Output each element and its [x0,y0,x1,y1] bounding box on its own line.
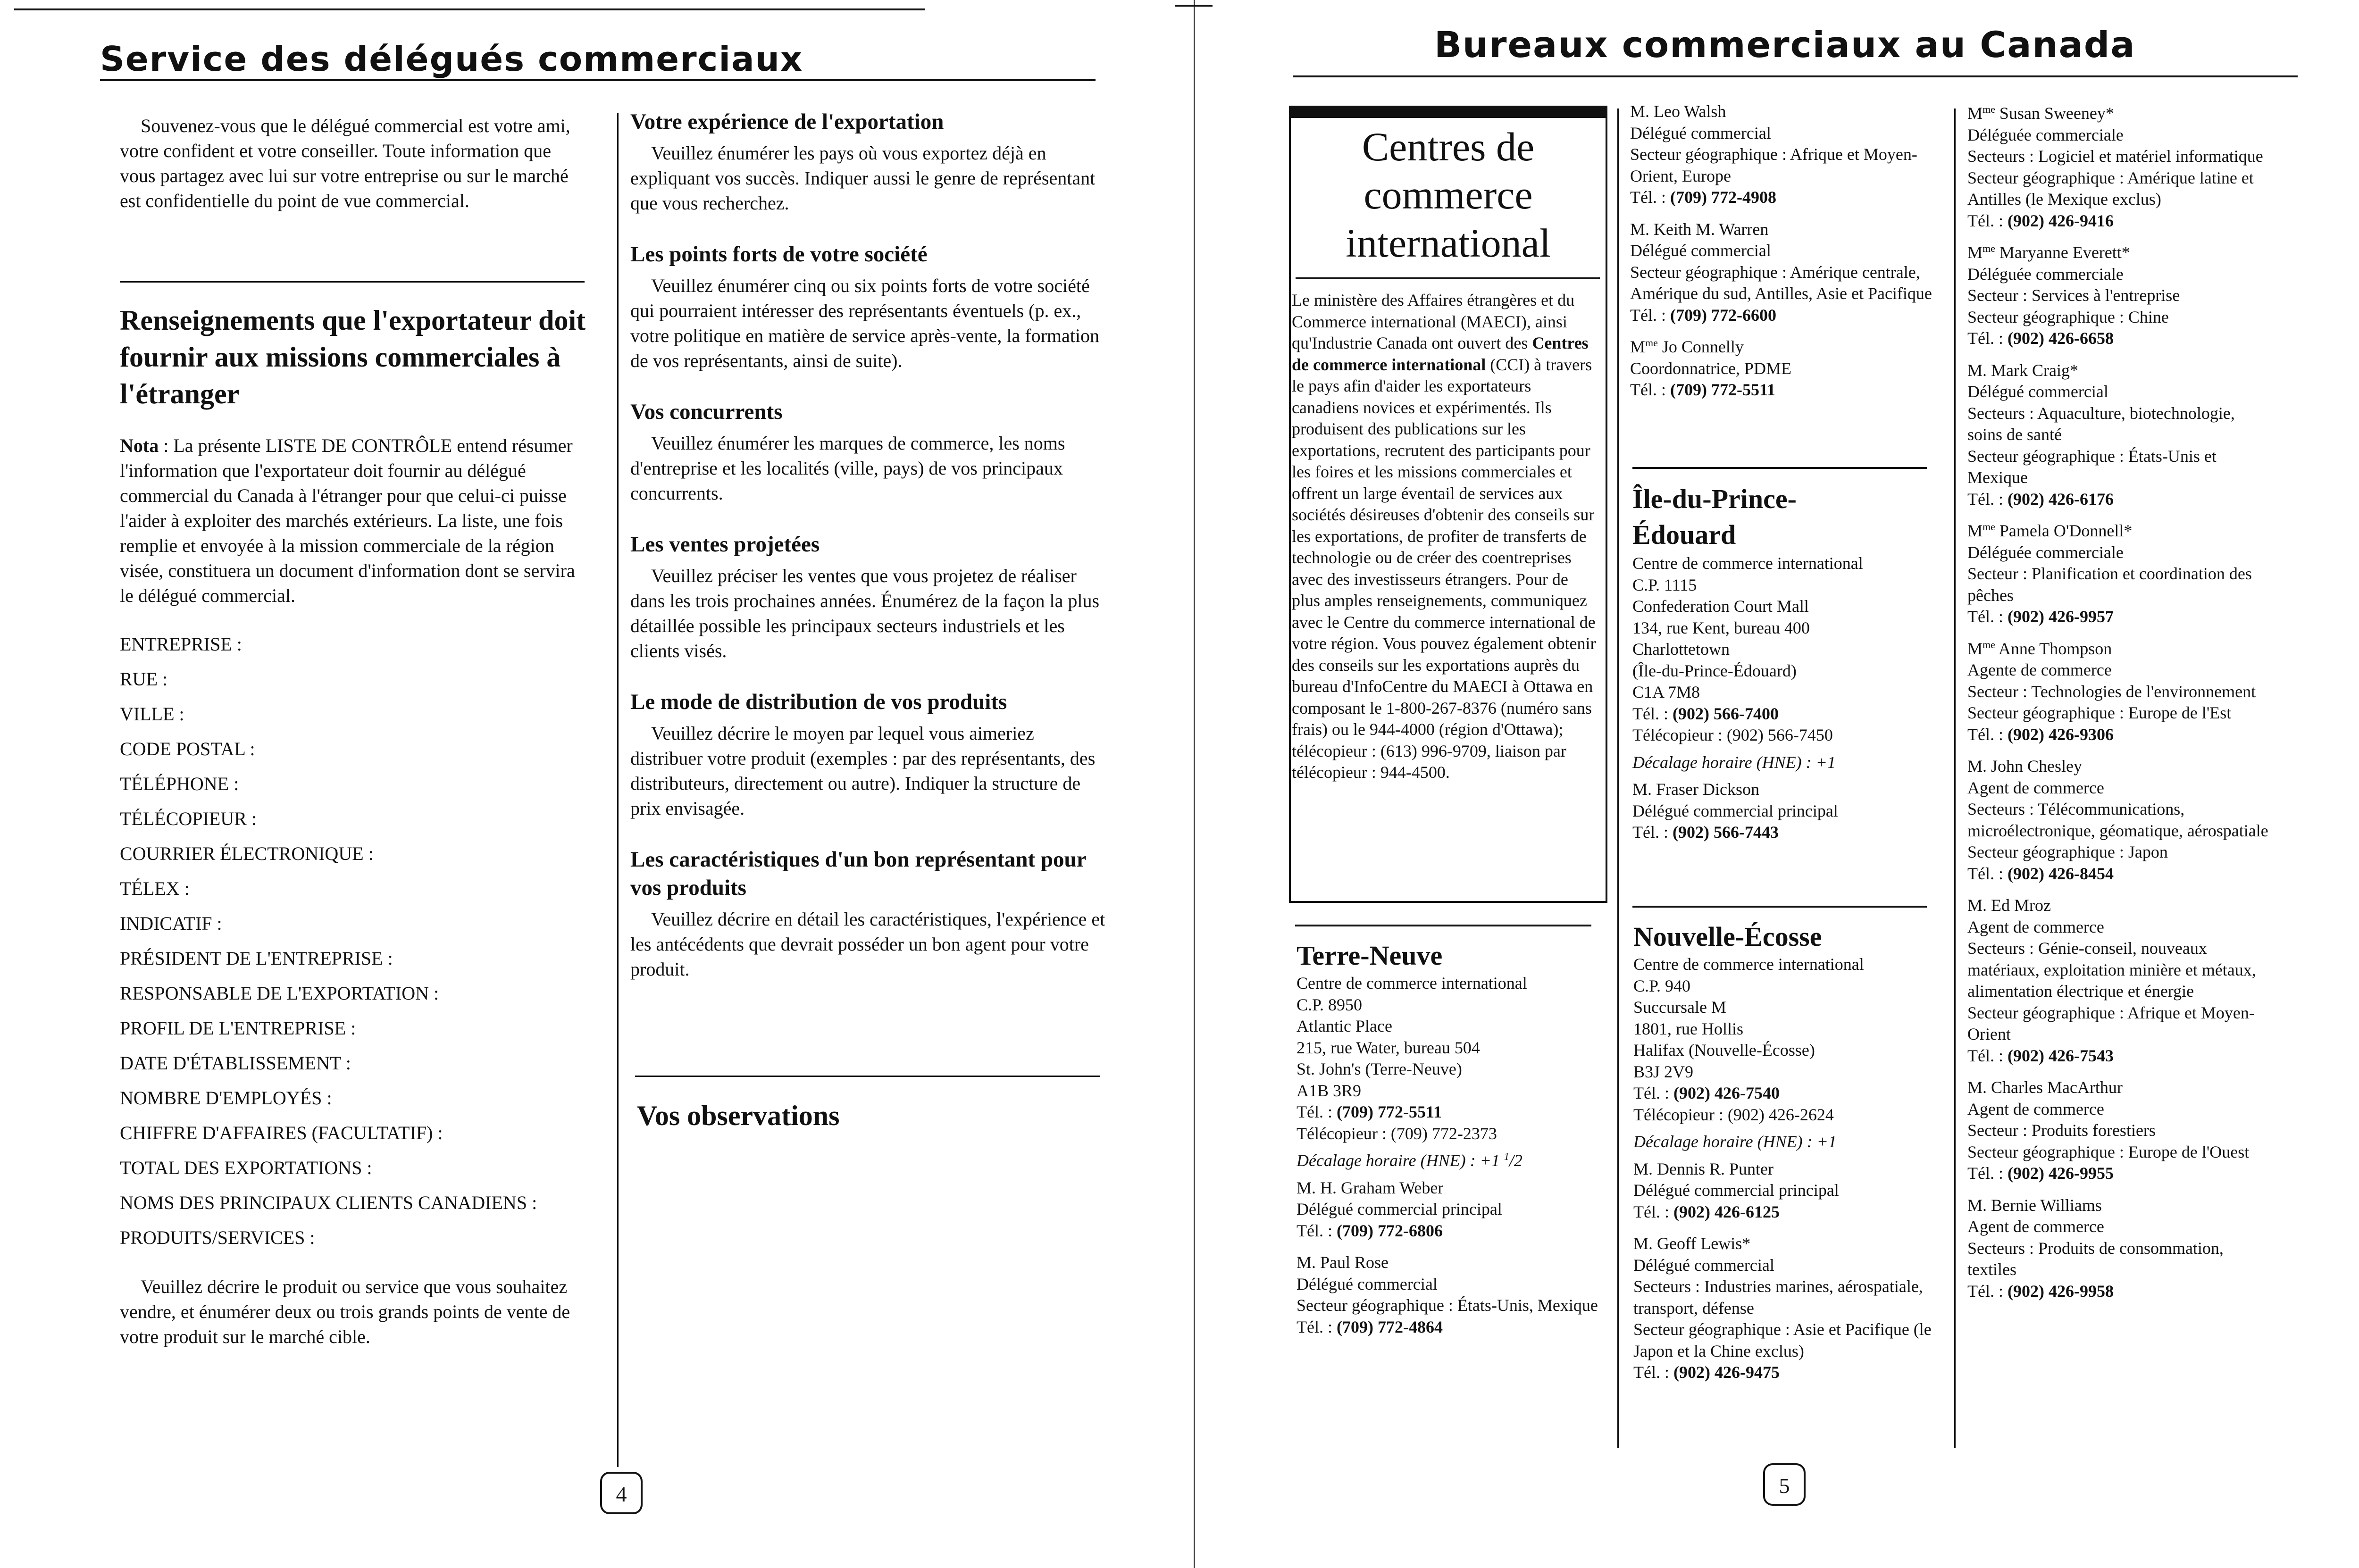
field-label: CHIFFRE D'AFFAIRES (FACULTATIF) : [120,1122,443,1143]
contact-card: M. John Chesley Agent de commerce Secteurs : Télécommunications, microélectronique, géomatique, aérospatiale Secteur géographique : Japon Tél. : (902) 426-8454 [1967,757,2268,883]
section-text: Veuillez décrire le moyen par lequel vous aimeriez distribuer votre produit (exemples : par des représentants, des distributeurs, directement ou autre). Indiquer la structure de prix envisagée. [630,723,1096,819]
right-col-2 [1630,101,1932,411]
contact-card: $M^{me}$ Maryanne Everett* Déléguée commerciale Secteur : Services à l'entreprise Secteur géographique : Chine Tél. : (902) 426-6658 [1967,242,2180,348]
ipe-section [1632,481,1934,854]
contact-card: M. Keith M. Warren Délégué commercial Secteur géographique : Amérique centrale, Amérique du sud, Antilles, Asie et Pacifique Tél. : (709) 772-6600 [1630,219,1932,325]
section-heading: Les points forts de votre société [630,242,928,267]
province-title: Terre-Neuve [1297,940,1443,971]
contact-card: $M^{me}$ Anne Thompson Agente de commerce Secteur : Technologies de l'environnement Secteur géographique : Europe de l'Est Tél. : (902) 426-9306 [1967,638,2256,744]
field-label: NOMS DES PRINCIPAUX CLIENTS CANADIENS : [120,1192,537,1213]
address: Centre de commerce international C.P. 8950 Atlantic Place 215, rue Water, bureau 504 St. John's (Terre-Neuve) A1B 3R9 Tél. : (709) 772-5511 Télécopieur : (709) 772-2373 Décalage horaire (HNE) : +1 $^1$/2 [1297,974,1527,1170]
contact-card: M. Ed Mroz Agent de commerce Secteurs : Génie-conseil, nouveaux matériaux, exploitation minière et métaux, alimentation électrique et énergie Secteur géographique : Afrique et Moyen-Orient Tél. : (902) 426-7543 [1967,896,2256,1065]
contact-card: M. Geoff Lewis* Délégué commercial Secteurs : Industries marines, aérospatiale, transport, défense Secteur géographique : Asie et Pacifique (le Japon et la Chine exclus) Tél. : (902) 426-9475 [1633,1234,1932,1382]
field-label: PROFIL DE L'ENTREPRISE : [120,1018,356,1039]
field-label: DATE D'ÉTABLISSEMENT : [120,1052,351,1074]
field-label: ENTREPRISE : [120,634,242,655]
contact-card: M. Dennis R. Punter Délégué commercial principal Tél. : (902) 426-6125 [1633,1159,1839,1221]
intro-text: Souvenez-vous que le délégué commercial est votre ami, votre confident et votre conseiller. Toute information que vous partagez avec lui sur votre entreprise ou sur le marché est confidentielle du point de vue commercial. [120,115,570,211]
nota-paragraph [120,433,592,608]
section-heading: Les caractéristiques d'un bon représentant pour vos produits [630,847,1086,900]
field-label: TÉLEX : [120,878,190,899]
section-heading: Le mode de distribution de vos produits [630,690,1007,714]
tn-section [1297,939,1598,1348]
left-page-header: Service des délégués commerciaux [100,39,803,79]
province-title: Île-du-Prince-Édouard [1632,484,1797,550]
field-label: TÉLÉCOPIEUR : [120,808,257,829]
right-page-header: Bureaux commerciaux au Canada [1434,24,2136,66]
section-text: Veuillez énumérer les marques de commerce, les noms d'entreprise et les localités (ville, pays) de vos principaux concurrents. [630,433,1065,504]
contact-card: M. Mark Craig* Délégué commercial Secteurs : Aquaculture, biotechnologie, soins de santé Secteur géographique : États-Unis et Mexique Tél. : (902) 426-6176 [1967,360,2235,509]
field-label: COURRIER ÉLECTRONIQUE : [120,843,374,864]
field-label: RUE : [120,668,168,690]
product-text: Veuillez décrire le produit ou service que vous souhaitez vendre, et énumérer deux ou trois grands points de vente de votre produit sur le marché cible. [120,1276,570,1347]
province-title: Nouvelle-Écosse [1633,921,1822,952]
contact-card: $M^{me}$ Jo Connelly Coordonnatrice, PDME Tél. : (709) 772-5511 [1630,337,1791,399]
field-label: TÉLÉPHONE : [120,773,239,794]
left-col-2 [630,108,1107,982]
field-list [120,627,592,1255]
contact-card: M. Leo Walsh Délégué commercial Secteur géographique : Afrique et Moyen-Orient, Europe Tél. : (709) 772-4908 [1630,102,1917,207]
field-label: PRODUITS/SERVICES : [120,1227,315,1248]
left-col-1 [120,113,587,213]
nota-text: : La présente LISTE DE CONTRÔLE entend résumer l'information que l'exportateur doit fournir au délégué commercial du Canada à l'étranger pour que celui-ci puisse l'aider à exploiter des marchés extérieurs. La liste, une fois remplie et envoyée à la mission commerciale de la région visée, constituera un document d'information dont se servira le délégué commercial. [120,435,575,606]
checklist-section [120,302,592,1349]
section-title: Renseignements que l'exportateur doit fournir aux missions commerciales à l'étranger [120,305,586,409]
contact-card: M. Bernie Williams Agent de commerce Secteurs : Produits de consommation, textiles Tél. : (902) 426-9958 [1967,1195,2224,1301]
cci-box [1289,106,1607,903]
page-number-left: 4 [600,1472,643,1514]
right-col-3 [1967,103,2269,1312]
field-label: PRÉSIDENT DE L'ENTREPRISE : [120,948,393,969]
field-label: NOMBRE D'EMPLOYÉS : [120,1087,332,1109]
section-heading: Les ventes projetées [630,532,820,557]
field-label: VILLE : [120,703,184,725]
nota-label: Nota [120,435,159,456]
contact-card: M. Charles MacArthur Agent de commerce Secteur : Produits forestiers Secteur géographique : Europe de l'Ouest Tél. : (902) 426-9955 [1967,1078,2250,1183]
cci-text: Le ministère des Affaires étrangères et du Commerce international (MAECI), ainsi qu'Industrie Canada ont ouvert des Centres de commerce international (CCI) à travers le pays afin d'aider les exportateurs canadiens novices et expérimentés. Ils produisent des publications sur les exportations, recrutent des participants pour les foires et les missions commerciales et offrent un large éventail de services aux sociétés désireuses d'obtenir des conseils sur les exportations, de profiter de transferts de technologie ou de créer des coentreprises avec des investisseurs étrangers. Pour de plus amples renseignements, communiquez avec le Centre du commerce international de votre région. Vous pouvez également obtenir des conseils sur les exportations auprès du bureau d'InfoCentre du MAECI à Ottawa en composant le 1-800-267-8376 (numéro sans frais) ou le 944-4000 (région d'Ottawa); télécopieur : (613) 996-9709, liaison par télécopieur : 944-4500. [1292,291,1596,782]
contact-card: $M^{me}$ Pamela O'Donnell* Déléguée commerciale Secteur : Planification et coordination des pêches Tél. : (902) 426-9957 [1967,521,2252,626]
ne-section [1633,920,1935,1394]
contact-card: M. Fraser Dickson Délégué commercial principal Tél. : (902) 566-7443 [1632,780,1838,842]
address: Centre de commerce international C.P. 940 Succursale M 1801, rue Hollis Halifax (Nouvelle-Écosse) B3J 2V9 Tél. : (902) 426-7540 Télécopieur : (902) 426-2624 Décalage horaire (HNE) : +1 [1633,955,1864,1151]
contact-card: $M^{me}$ Susan Sweeney* Déléguée commerciale Secteurs : Logiciel et matériel informatique Secteur géographique : Amérique latine et Antilles (le Mexique exclus) Tél. : (902) 426-9416 [1967,103,2263,230]
section-text: Veuillez décrire en détail les caractéristiques, l'expérience et les antécédents que devrait posséder un bon agent pour votre produit. [630,909,1105,980]
cci-title: Centres de commerce international [1346,124,1551,266]
field-label: CODE POSTAL : [120,738,255,759]
section-text: Veuillez énumérer les pays où vous exportez déjà en expliquant vos succès. Indiquer aussi le genre de représentant que vous recherchez. [630,142,1096,214]
address: Centre de commerce international C.P. 1115 Confederation Court Mall 134, rue Kent, bureau 400 Charlottetown (Île-du-Prince-Édouard) C1A 7M8 Tél. : (902) 566-7400 Télécopieur : (902) 566-7450 Décalage horaire (HNE) : +1 [1632,554,1863,772]
page-number-right: 5 [1763,1463,1806,1506]
section-text: Veuillez énumérer cinq ou six points forts de votre société qui pourraient intéresser des représentants éventuels (p. ex., votre politique en matière de service après-vente, la formation de vos représentants, ainsi de suite). [630,275,1100,371]
section-heading: Votre expérience de l'exportation [630,109,944,134]
observations-heading: Vos observations [637,1100,840,1131]
contact-card: M. H. Graham Weber Délégué commercial principal Tél. : (709) 772-6806 [1297,1178,1502,1240]
contact-card: M. Paul Rose Délégué commercial Secteur géographique : États-Unis, Mexique Tél. : (709) 772-4864 [1297,1253,1598,1336]
field-label: TOTAL DES EXPORTATIONS : [120,1157,372,1178]
field-label: RESPONSABLE DE L'EXPORTATION : [120,983,439,1004]
section-heading: Vos concurrents [630,400,783,424]
field-label: INDICATIF : [120,913,222,934]
section-text: Veuillez préciser les ventes que vous projetez de réaliser dans les trois prochaines années. Énumérez de la façon la plus détaillée possible les principaux secteurs industriels et les clients visés. [630,565,1100,661]
